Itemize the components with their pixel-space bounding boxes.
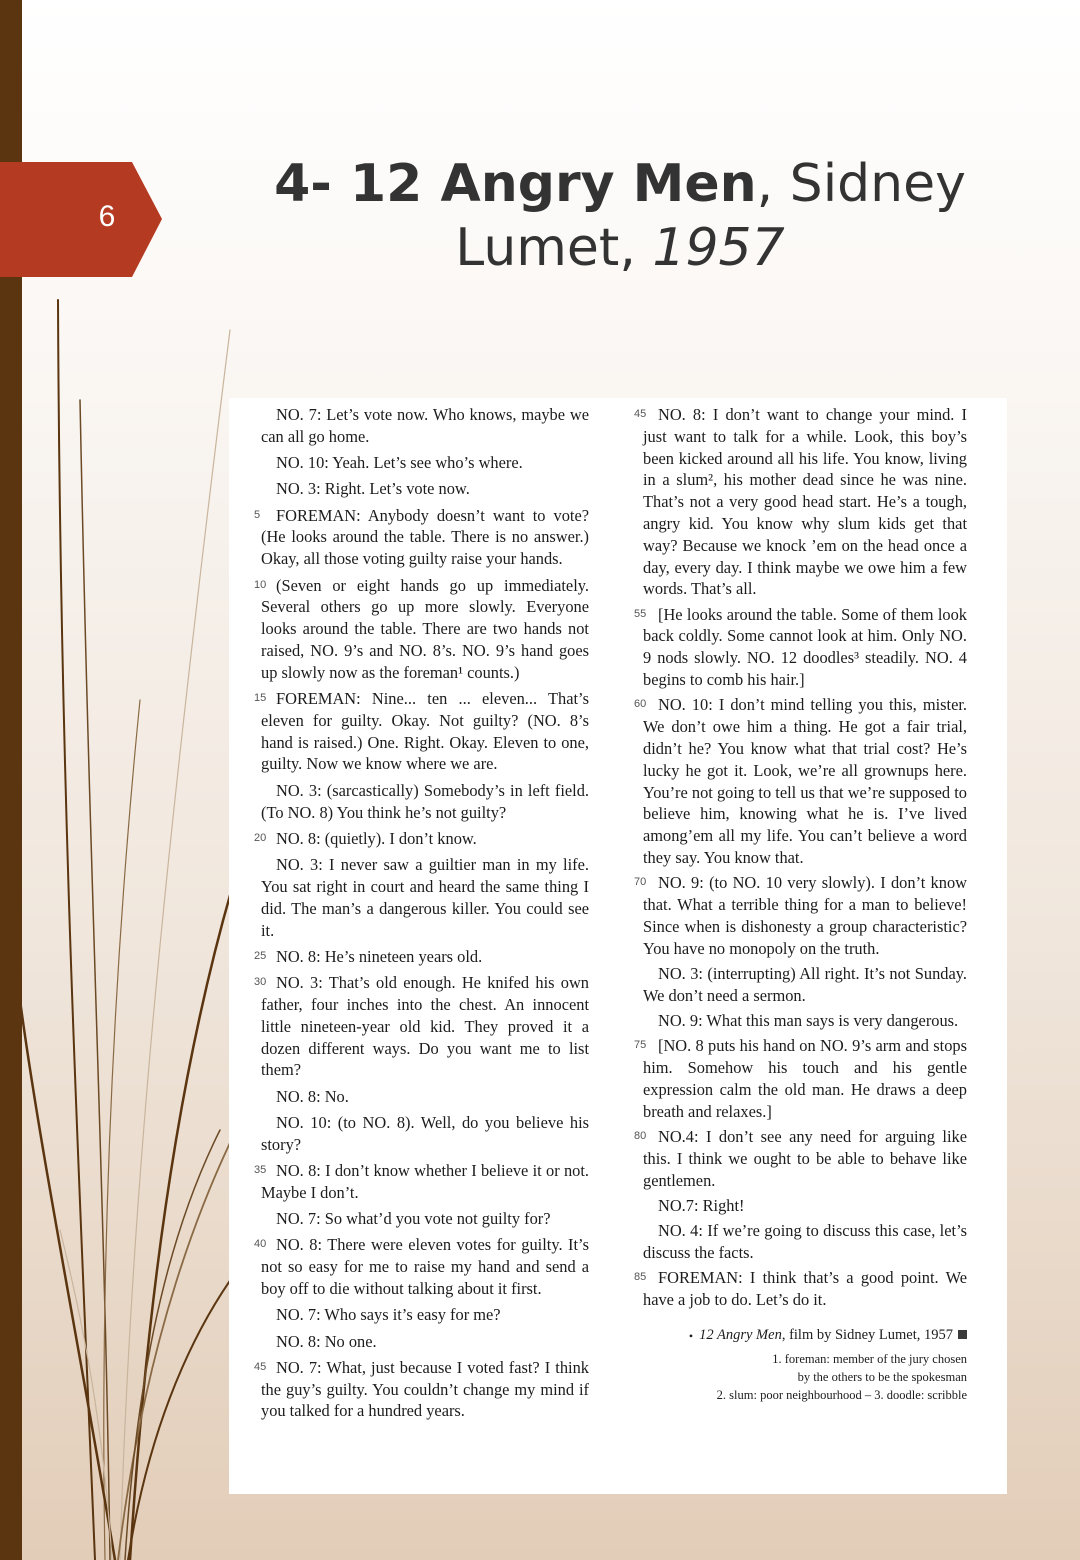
source-citation bbox=[643, 1325, 967, 1346]
page-number-tab bbox=[0, 162, 162, 277]
paragraph-text: NO. 3: (sarcastically) Somebody’s in left field. (To NO. 8) You think he’s not guilty? bbox=[261, 780, 589, 822]
line-number: 45 bbox=[254, 1360, 267, 1373]
footnotes bbox=[643, 1350, 967, 1404]
dialogue-paragraph bbox=[634, 694, 967, 868]
dialogue-paragraph bbox=[261, 1304, 589, 1326]
dialogue-paragraph bbox=[634, 872, 967, 959]
dialogue-paragraph bbox=[261, 478, 589, 500]
paragraph-text: (Seven or eight hands go up immediately. Several others go up more slowly. Everyone looks around the table. There are two hands not raised, NO. 9’s and NO. 8’s. NO. 9’s hand goes up slowly now as the foreman¹ counts.) bbox=[261, 575, 589, 682]
paragraph-text: NO. 7: Let’s vote now. Who knows, maybe we can all go home. bbox=[261, 405, 589, 446]
media-icon bbox=[958, 1330, 967, 1339]
line-number: 25 bbox=[254, 949, 267, 962]
line-number: 15 bbox=[254, 692, 267, 705]
dialogue-paragraph bbox=[254, 1234, 589, 1299]
right-paragraphs bbox=[634, 404, 967, 1311]
dialogue-paragraph bbox=[643, 963, 967, 1007]
title-year: 1957 bbox=[652, 218, 785, 278]
dialogue-paragraph bbox=[254, 688, 589, 775]
dialogue-paragraph bbox=[254, 575, 589, 684]
paragraph-text: FOREMAN: I think that’s a good point. We have a job to do. Let’s do it. bbox=[643, 1268, 967, 1310]
line-number: 75 bbox=[634, 1039, 647, 1052]
dialogue-paragraph bbox=[261, 780, 589, 824]
paragraph-text: NO. 8: No one. bbox=[276, 1331, 377, 1351]
paragraph-text: FOREMAN: Nine... ten ... eleven... That’s eleven for guilty. Okay. Not guilty? (NO. 8’s hand is raised.) One. Right. Okay. Eleven to one, guilty. Now we know where we are. bbox=[261, 689, 589, 774]
dialogue-paragraph bbox=[634, 1035, 967, 1122]
paragraph-text: NO. 9: What this man says is very dangerous. bbox=[658, 1011, 959, 1031]
dialogue-paragraph bbox=[634, 404, 967, 600]
dialogue-paragraph bbox=[261, 404, 589, 448]
paragraph-text: NO.4: I don’t see any need for arguing like this. I think we ought to be able to behave like gentlemen. bbox=[643, 1127, 967, 1190]
page-number: 6 bbox=[98, 200, 116, 233]
script-excerpt-document bbox=[229, 398, 1007, 1494]
line-number: 10 bbox=[254, 578, 267, 591]
paragraph-text: NO. 7: What, just because I voted fast? I think the guy’s guilty. You couldn’t change my mind if you talked for a hundred years. bbox=[261, 1357, 589, 1421]
paragraph-text: [NO. 8 puts his hand on NO. 9’s arm and stops him. Somehow his touch and his gentle expression calm the old man. He draws a deep breath and relaxes.] bbox=[643, 1036, 967, 1121]
paragraph-text: NO. 10: Yeah. Let’s see who’s where. bbox=[276, 453, 523, 473]
source-title: 12 Angry Men bbox=[699, 1326, 782, 1343]
paragraph-text: NO. 3: (interrupting) All right. It’s not Sunday. We don’t need a sermon. bbox=[643, 963, 967, 1005]
dialogue-paragraph bbox=[261, 854, 589, 941]
line-number: 5 bbox=[254, 508, 261, 521]
dialogue-paragraph bbox=[254, 1160, 589, 1204]
paragraph-text: NO. 8: He’s nineteen years old. bbox=[276, 946, 483, 966]
line-number: 45 bbox=[634, 408, 647, 420]
bullet-icon: • bbox=[688, 1328, 694, 1343]
dialogue-paragraph bbox=[261, 1331, 589, 1353]
dialogue-paragraph bbox=[261, 1086, 589, 1108]
dialogue-paragraph bbox=[254, 1357, 589, 1422]
line-number: 35 bbox=[254, 1164, 267, 1176]
line-number: 80 bbox=[634, 1130, 647, 1142]
title-film: 4- 12 Angry Men bbox=[274, 154, 757, 214]
paragraph-text: [He looks around the table. Some of them look back coldly. Some cannot look at him. Only NO. 9 nods slowly. NO. 12 doodles³ steadily. NO. 4 begins to comb his hair.] bbox=[643, 604, 967, 690]
slide-title bbox=[270, 152, 970, 280]
paragraph-text: NO. 3: That’s old enough. He knifed his own father, four inches into the chest. An innocent little nineteen-year old kid. They proved it a dozen different ways. Do you want me to list them? bbox=[261, 973, 589, 1080]
footnote-line: 1. foreman: member of the jury chosen bbox=[772, 1351, 967, 1366]
paragraph-text: NO.7: Right! bbox=[658, 1195, 745, 1215]
paragraph-text: NO. 10: I don’t mind telling you this, mister. We don’t owe him a thing. He got a fair trial, didn’t he? You know what that trial cost? He’s lucky he got it. Look, we’re all grownups here. You’re not going to tell us that we’re supposed to believe him, knowing what he is. I’ve lived among’em all my life. You can’t believe a word they say. You know that. bbox=[643, 695, 967, 867]
dialogue-paragraph bbox=[254, 972, 589, 1081]
paragraph-text: NO. 7: Who says it’s easy for me? bbox=[276, 1305, 501, 1325]
line-number: 55 bbox=[634, 607, 647, 620]
left-text-column bbox=[254, 404, 589, 1427]
paragraph-text: NO. 8: (quietly). I don’t know. bbox=[276, 828, 477, 848]
paragraph-text: NO. 8: There were eleven votes for guilty. It’s not so easy for me to raise my hand and send a boy off to die without talking about it first. bbox=[261, 1235, 589, 1298]
line-number: 40 bbox=[254, 1238, 267, 1251]
paragraph-text: NO. 8: No. bbox=[276, 1086, 349, 1106]
line-number: 30 bbox=[254, 976, 267, 989]
footnote-line: 2. slum: poor neighbourhood – 3. doodle: scribble bbox=[716, 1387, 967, 1402]
paragraph-text: NO. 10: (to NO. 8). Well, do you believe his story? bbox=[261, 1112, 589, 1154]
paragraph-text: FOREMAN: Anybody doesn’t want to vote? (He looks around the table. There is no answer.) Okay, all those voting guilty raise your hands. bbox=[261, 505, 589, 569]
dialogue-paragraph bbox=[634, 1126, 967, 1191]
title-director: , Sidney Lumet, bbox=[455, 154, 966, 278]
paragraph-text: NO. 8: I don’t know whether I believe it or not. Maybe I don’t. bbox=[261, 1161, 589, 1202]
paragraph-text: NO. 9: (to NO. 10 very slowly). I don’t know that. What a terrible thing for a man to believe! Since when is dishonesty a group characteristic? You have no monopoly on the truth. bbox=[643, 873, 967, 958]
right-text-column bbox=[634, 404, 967, 1404]
dialogue-paragraph bbox=[643, 1195, 967, 1217]
paragraph-text: NO. 7: So what’d you vote not guilty for? bbox=[276, 1209, 551, 1229]
line-number: 70 bbox=[634, 876, 647, 889]
source-rest: , film by Sidney Lumet, 1957 bbox=[781, 1326, 953, 1343]
paragraph-text: NO. 3: I never saw a guiltier man in my life. You sat right in court and heard the same thing I did. The man’s a dangerous killer. You could see it. bbox=[261, 855, 589, 940]
dialogue-paragraph bbox=[634, 1267, 967, 1311]
dialogue-paragraph bbox=[254, 828, 589, 850]
dialogue-paragraph bbox=[643, 1220, 967, 1264]
footnote-line: by the others to be the spokesman bbox=[797, 1369, 967, 1384]
paragraph-text: NO. 3: Right. Let’s vote now. bbox=[276, 479, 470, 499]
paragraph-text: NO. 4: If we’re going to discuss this case, let’s discuss the facts. bbox=[643, 1221, 967, 1262]
line-number: 20 bbox=[254, 831, 267, 844]
dialogue-paragraph bbox=[261, 1208, 589, 1230]
dialogue-paragraph bbox=[634, 604, 967, 691]
dialogue-paragraph bbox=[254, 505, 589, 570]
line-number: 60 bbox=[634, 698, 647, 711]
line-number: 85 bbox=[634, 1271, 647, 1284]
dialogue-paragraph bbox=[261, 1112, 589, 1156]
dialogue-paragraph bbox=[643, 1010, 967, 1032]
dialogue-paragraph bbox=[254, 946, 589, 968]
paragraph-text: NO. 8: I don’t want to change your mind. I just want to talk for a while. Look, this boy’s been kicked around all his life. You know, living in a slum², his mother dead since he was nine. That’s not a very good head start. He’s a tough, angry kid. You know why slum kids get that way? Because we knock ’em on the head once a day, every day. I think maybe we owe him a few words. That’s all. bbox=[643, 405, 967, 599]
dialogue-paragraph bbox=[261, 452, 589, 474]
